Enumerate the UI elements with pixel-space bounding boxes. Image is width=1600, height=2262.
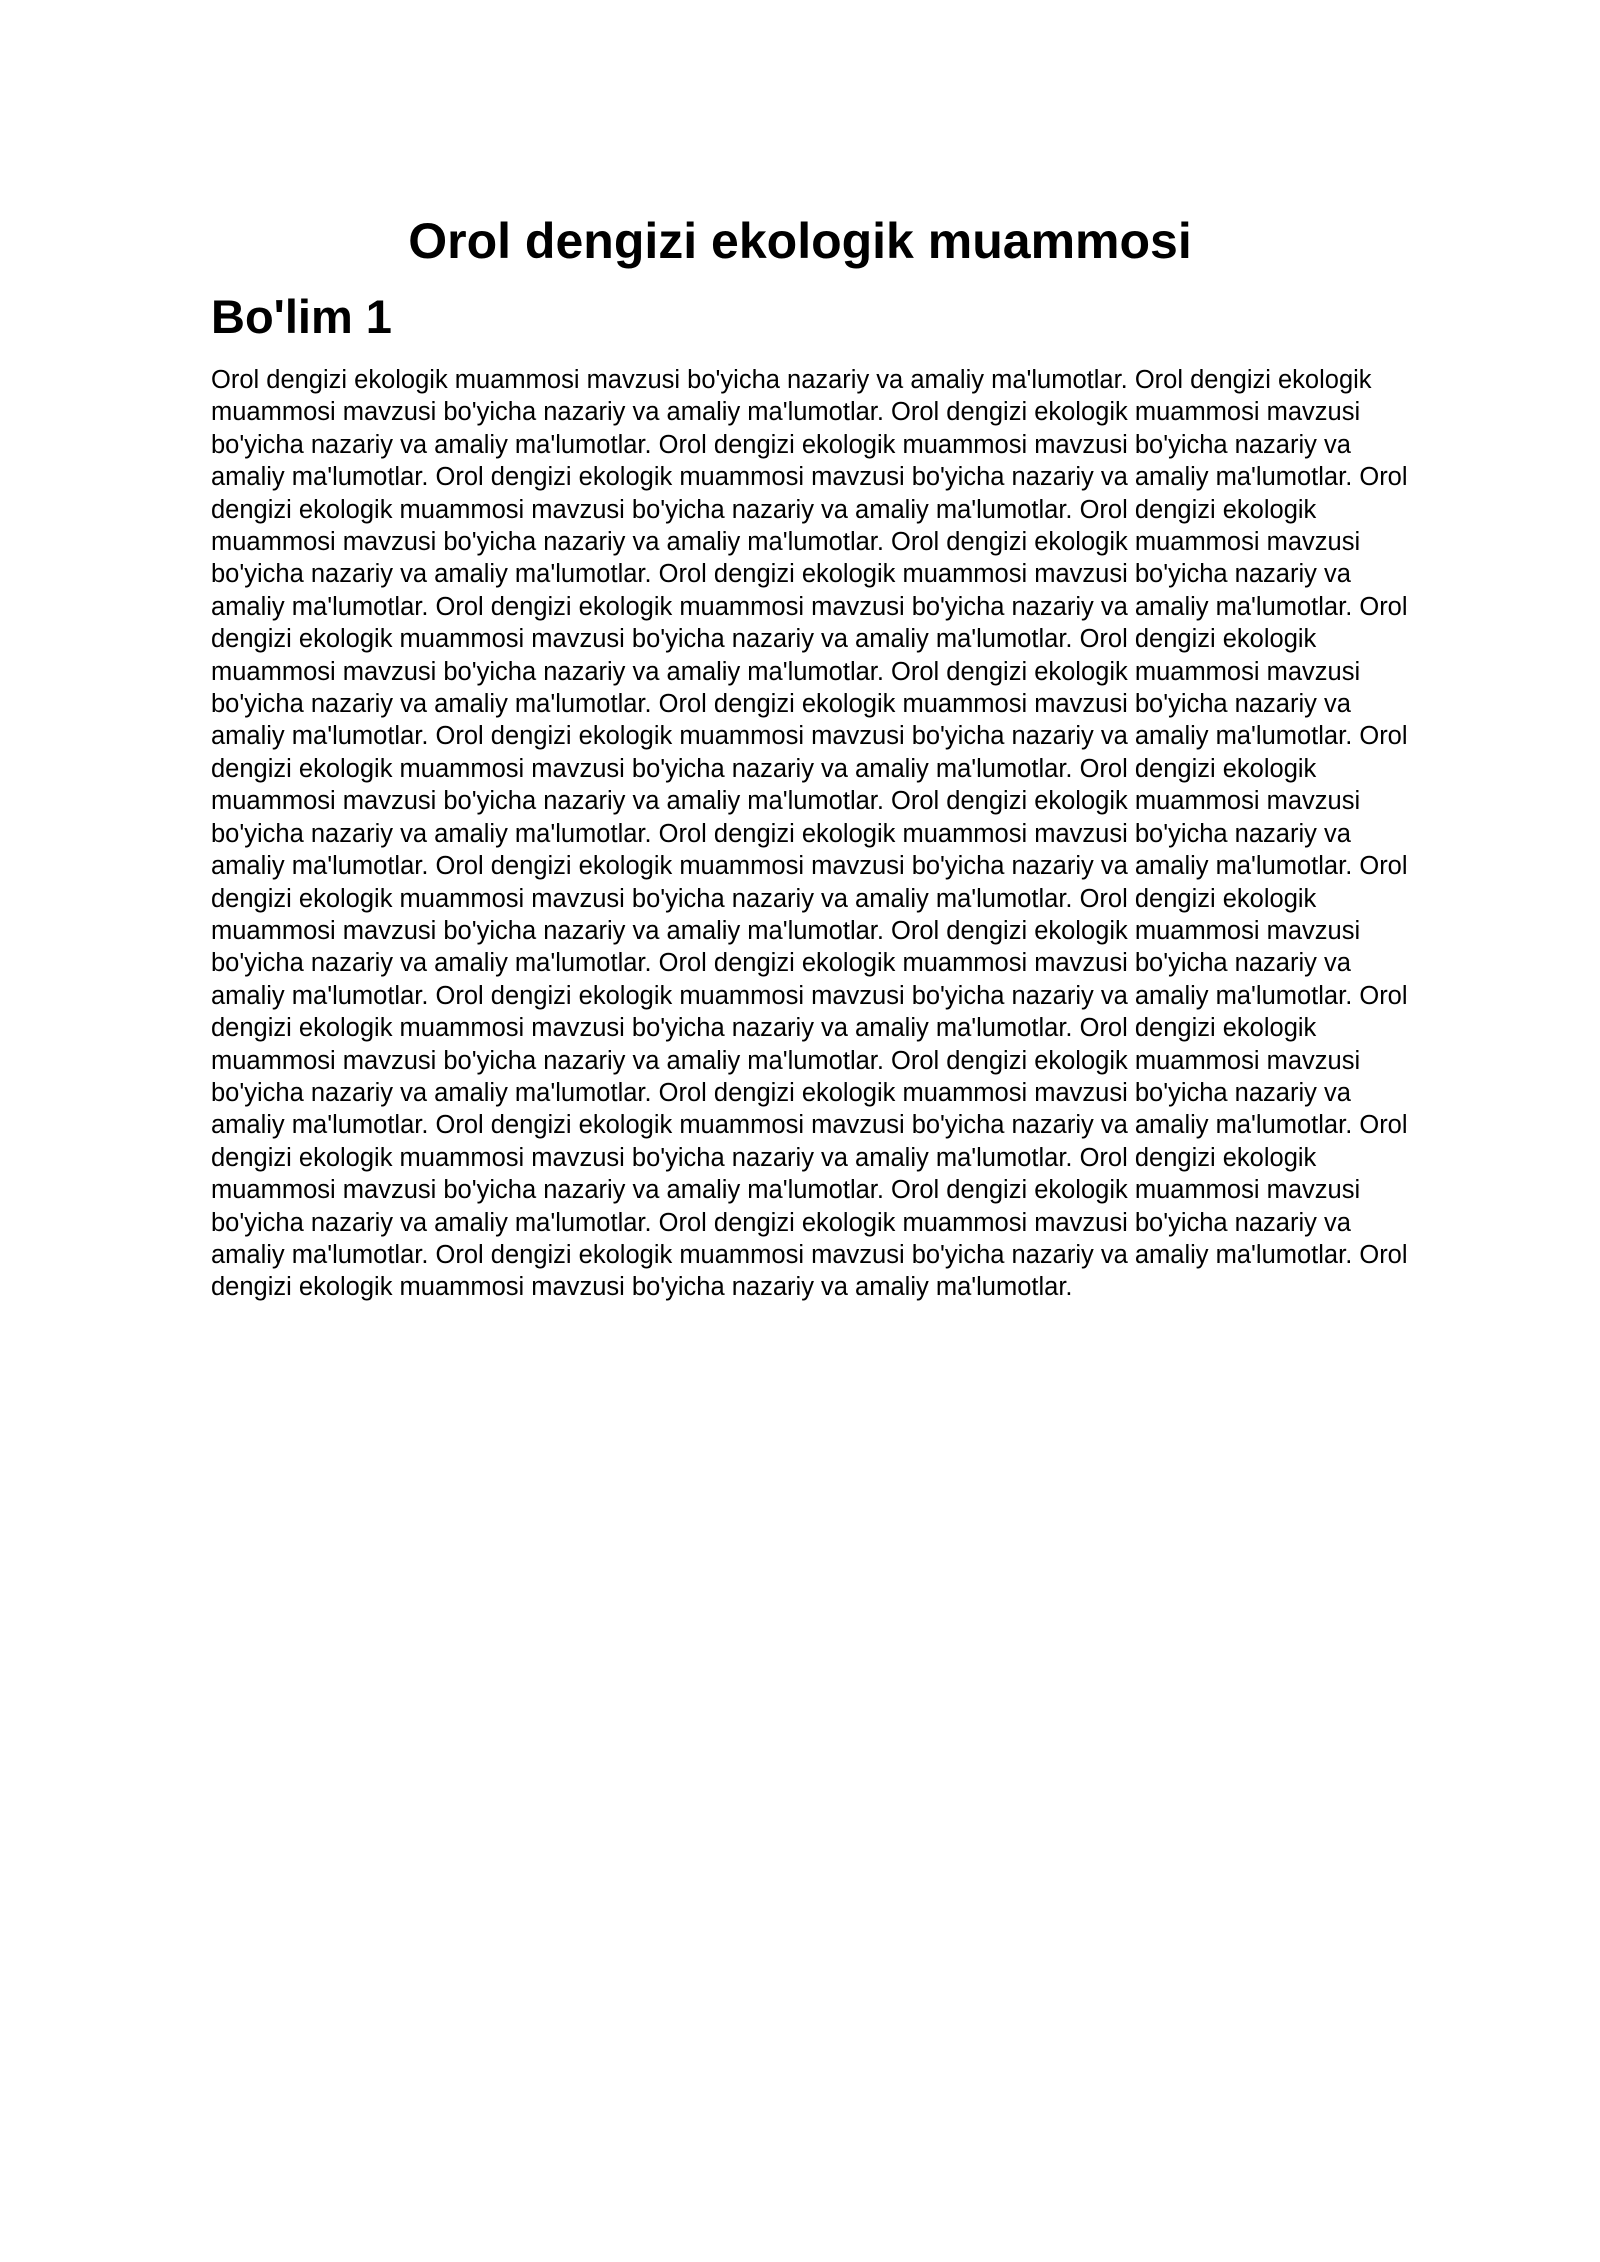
document-title: Orol dengizi ekologik muammosi (408, 213, 1192, 269)
section-heading: Bo'lim 1 (211, 290, 392, 343)
section-paragraph: Orol dengizi ekologik muammosi mavzusi bo'yicha nazariy va amaliy ma'lumotlar. Orol dengizi ekologik muammosi mavzusi bo'yicha nazariy va amaliy ma'lumotlar. Orol dengizi ekologik muammosi mavzusi bo'yicha nazariy va amaliy ma'lumotlar. Orol dengizi ekologik muammosi mavzusi bo'yicha nazariy va amaliy ma'lumotlar. Orol dengizi ekologik muammosi mavzusi bo'yicha nazariy va amaliy ma'lumotlar. Orol dengizi ekologik muammosi mavzusi bo'yicha nazariy va amaliy ma'lumotlar. Orol dengizi ekologik muammosi mavzusi bo'yicha nazariy va amaliy ma'lumotlar. Orol dengizi ekologik muammosi mavzusi bo'yicha nazariy va amaliy ma'lumotlar. Orol dengizi ekologik muammosi mavzusi bo'yicha nazariy va amaliy ma'lumotlar. Orol dengizi ekologik muammosi mavzusi bo'yicha nazariy va amaliy ma'lumotlar. Orol dengizi ekologik muammosi mavzusi bo'yicha nazariy va amaliy ma'lumotlar. Orol dengizi ekologik muammosi mavzusi bo'yicha nazariy va amaliy ma'lumotlar. Orol dengizi ekologik muammosi mavzusi bo'yicha nazariy va amaliy ma'lumotlar. Orol dengizi ekologik muammosi mavzusi bo'yicha nazariy va amaliy ma'lumotlar. Orol dengizi ekologik muammosi mavzusi bo'yicha nazariy va amaliy ma'lumotlar. Orol dengizi ekologik muammosi mavzusi bo'yicha nazariy va amaliy ma'lumotlar. Orol dengizi ekologik muammosi mavzusi bo'yicha nazariy va amaliy ma'lumotlar. Orol dengizi ekologik muammosi mavzusi bo'yicha nazariy va amaliy ma'lumotlar. Orol dengizi ekologik muammosi mavzusi bo'yicha nazariy va amaliy ma'lumotlar. Orol dengizi ekologik muammosi mavzusi bo'yicha nazariy va amaliy ma'lumotlar. Orol dengizi ekologik muammosi mavzusi bo'yicha nazariy va amaliy ma'lumotlar. Orol dengizi ekologik muammosi mavzusi bo'yicha nazariy va amaliy ma'lumotlar. Orol dengizi ekologik muammosi mavzusi bo'yicha nazariy va amaliy ma'lumotlar. Orol dengizi ekologik muammosi mavzusi bo'yicha nazariy va amaliy ma'lumotlar. Orol dengizi ekologik muammosi mavzusi bo'yicha nazariy va amaliy ma'lumotlar. Orol dengizi ekologik muammosi mavzusi bo'yicha nazariy va amaliy ma'lumotlar. Orol dengizi ekologik muammosi mavzusi bo'yicha nazariy va amaliy ma'lumotlar. Orol dengizi ekologik muammosi mavzusi bo'yicha nazariy va amaliy ma'lumotlar. Orol dengizi ekologik muammosi mavzusi bo'yicha nazariy va amaliy ma'lumotlar. Orol dengizi ekologik muammosi mavzusi bo'yicha nazariy va amaliy ma'lumotlar. Orol dengizi ekologik muammosi mavzusi bo'yicha nazariy va amaliy ma'lumotlar. Orol dengizi ekologik muammosi mavzusi bo'yicha nazariy va amaliy ma'lumotlar. Orol dengizi ekologik muammosi mavzusi bo'yicha nazariy va amaliy ma'lumotlar. Orol dengizi ekologik muammosi mavzusi bo'yicha nazariy va amaliy ma'lumotlar. Orol dengizi ekologik muammosi mavzusi bo'yicha nazariy va amaliy ma'lumotlar. Orol dengizi ekologik muammosi mavzusi bo'yicha nazariy va amaliy ma'lumotlar. (211, 366, 1408, 1302)
